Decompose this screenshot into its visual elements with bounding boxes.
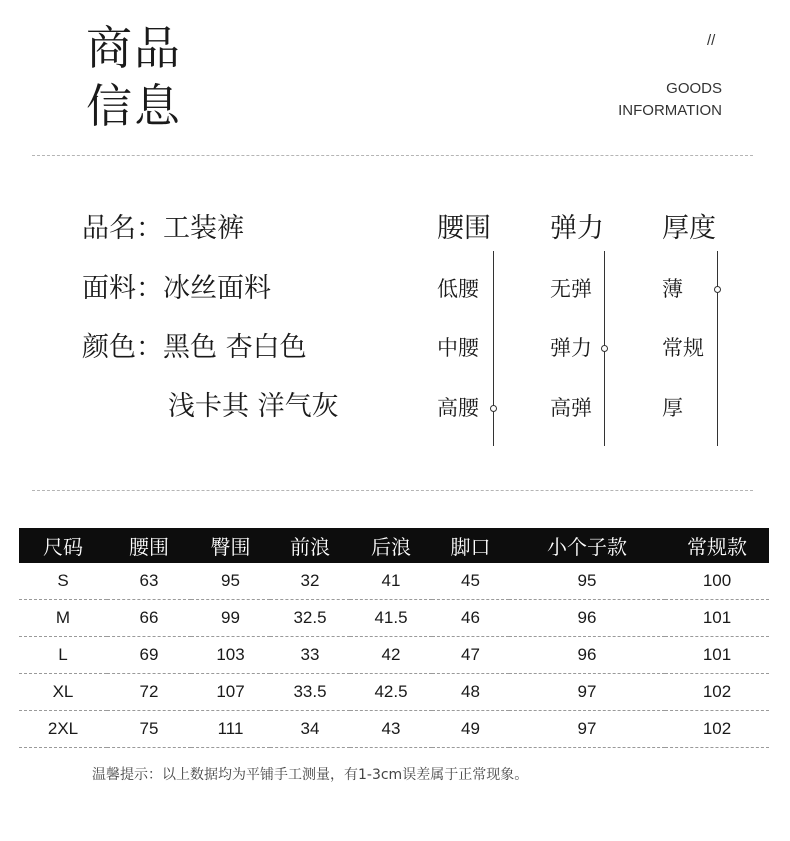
waist-option-mid: 中腰 (437, 336, 479, 360)
table-cell: 102 (665, 674, 769, 711)
table-row (19, 563, 769, 600)
table-cell: 2XL (19, 711, 107, 748)
table-cell: XL (19, 674, 107, 711)
table-cell: 32 (270, 563, 350, 600)
table-cell: 95 (191, 563, 270, 600)
product-name-value: 工装裤 (163, 213, 244, 244)
table-row (19, 637, 769, 674)
table-cell: 72 (107, 674, 191, 711)
page-title-line2: 信息 (86, 79, 182, 133)
table-cell: 63 (107, 563, 191, 600)
page-title-line1: 商品 (86, 21, 182, 75)
table-cell: 111 (191, 711, 270, 748)
table-cell: 69 (107, 637, 191, 674)
english-title-line1: GOODS (666, 80, 722, 97)
table-cell: 107 (191, 674, 270, 711)
table-cell: 42 (350, 637, 432, 674)
table-cell: 97 (509, 711, 665, 748)
table-cell: 47 (432, 637, 509, 674)
thickness-option-thin: 薄 (662, 277, 683, 301)
table-cell: 46 (432, 600, 509, 637)
color-value-2: 浅卡其 洋气灰 (168, 391, 339, 422)
header-hip: 臀围 (191, 528, 270, 563)
table-cell: 99 (191, 600, 270, 637)
waist-option-high: 高腰 (437, 396, 479, 420)
fabric-value: 冰丝面料 (163, 273, 271, 304)
table-row (19, 674, 769, 711)
size-table-header (19, 528, 769, 563)
thickness-option-regular: 常规 (662, 336, 704, 360)
color-label: 颜色： (82, 332, 163, 363)
table-row (19, 600, 769, 637)
table-row (19, 711, 769, 748)
table-cell: S (19, 563, 107, 600)
english-title-line2: INFORMATION (618, 102, 722, 119)
color-value-1: 黑色 杏白色 (163, 332, 307, 363)
table-cell: 49 (432, 711, 509, 748)
header-regular-length: 常规款 (665, 528, 769, 563)
table-cell: 32.5 (270, 600, 350, 637)
decorative-slashes: // (707, 32, 716, 49)
table-cell: 42.5 (350, 674, 432, 711)
product-name-label: 品名： (82, 213, 163, 244)
thickness-scale-line (717, 251, 718, 446)
elastic-selected-marker (601, 345, 608, 352)
table-cell: 34 (270, 711, 350, 748)
table-cell: 96 (509, 637, 665, 674)
waist-scale-line (493, 251, 494, 446)
thickness-option-thick: 厚 (662, 396, 683, 420)
table-cell: 101 (665, 600, 769, 637)
table-cell: 41.5 (350, 600, 432, 637)
elastic-option-none: 无弹 (550, 277, 592, 301)
waist-selected-marker (490, 405, 497, 412)
elastic-option-high: 高弹 (550, 396, 592, 420)
header-front-rise: 前浪 (270, 528, 350, 563)
table-cell: 75 (107, 711, 191, 748)
header-back-rise: 后浪 (350, 528, 432, 563)
table-cell: 103 (191, 637, 270, 674)
size-table (19, 528, 769, 748)
table-cell: M (19, 600, 107, 637)
product-name-row (82, 211, 244, 247)
waist-option-low: 低腰 (437, 277, 479, 301)
header-size: 尺码 (19, 528, 107, 563)
table-cell: 97 (509, 674, 665, 711)
table-cell: L (19, 637, 107, 674)
header-petite-length: 小个子款 (509, 528, 665, 563)
fabric-label: 面料： (82, 273, 163, 304)
fabric-row (82, 271, 271, 307)
attr-elastic-label: 弹力 (550, 213, 604, 244)
table-cell: 33.5 (270, 674, 350, 711)
table-cell: 101 (665, 637, 769, 674)
attr-thickness-label: 厚度 (662, 213, 716, 244)
thickness-selected-marker (714, 286, 721, 293)
elastic-option-medium: 弹力 (550, 336, 592, 360)
table-cell: 102 (665, 711, 769, 748)
measurement-note: 温馨提示：以上数据均为平铺手工测量，有1-3cm误差属于正常现象。 (92, 767, 529, 783)
header-leg-opening: 脚口 (432, 528, 509, 563)
table-cell: 66 (107, 600, 191, 637)
table-cell: 33 (270, 637, 350, 674)
table-cell: 96 (509, 600, 665, 637)
color-row (82, 330, 307, 366)
table-cell: 41 (350, 563, 432, 600)
header-waist: 腰围 (107, 528, 191, 563)
table-cell: 48 (432, 674, 509, 711)
info-divider (32, 490, 753, 491)
table-cell: 100 (665, 563, 769, 600)
header-divider (32, 155, 753, 156)
table-cell: 95 (509, 563, 665, 600)
table-cell: 43 (350, 711, 432, 748)
table-cell: 45 (432, 563, 509, 600)
attr-waist-label: 腰围 (437, 213, 491, 244)
